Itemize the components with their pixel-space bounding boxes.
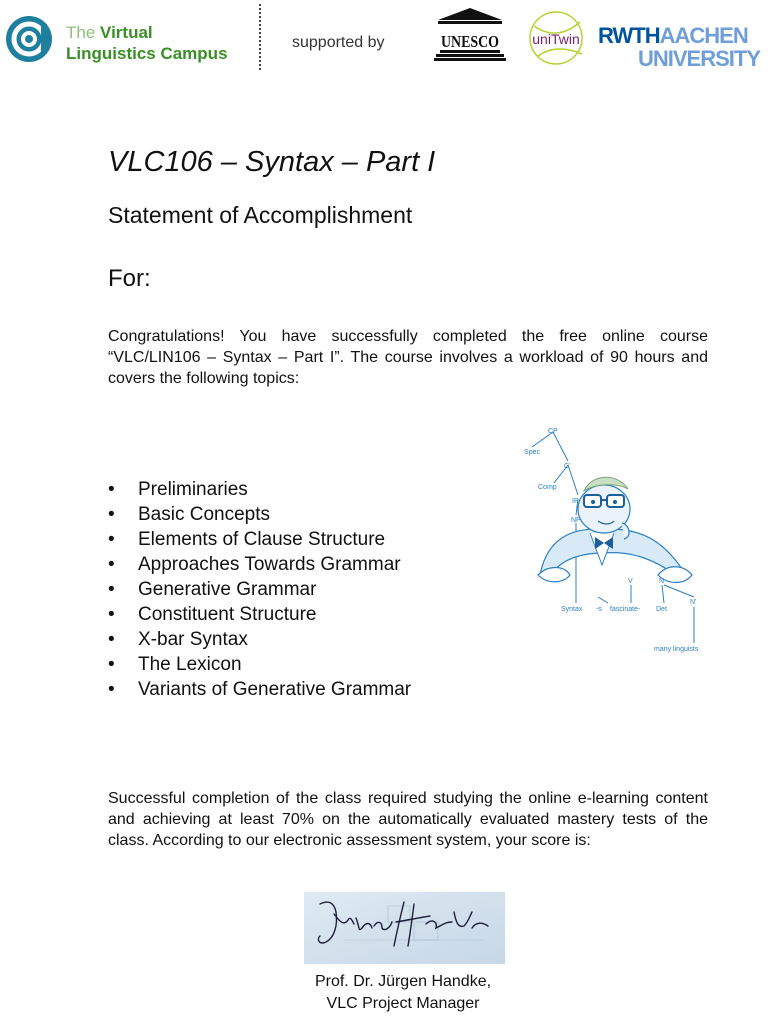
signature-image: [304, 892, 505, 964]
tree-node-label: NP: [571, 517, 581, 524]
unitwin-wordmark: uniTwin: [532, 31, 580, 47]
header-divider: [259, 4, 261, 70]
topic-item: • X-bar Syntax: [108, 627, 411, 652]
tree-leaf-label: Syntax: [561, 606, 583, 613]
signer-role: VLC Project Manager: [326, 995, 480, 1012]
topic-item: • Constituent Structure: [108, 602, 411, 627]
professor-mascot-icon: [538, 477, 692, 582]
tree-node-label: C': [564, 463, 571, 470]
certificate-subtitle: Statement of Accomplishment: [108, 202, 413, 228]
vlc-wordmark-the: The: [66, 23, 96, 42]
topic-item: • Elements of Clause Structure: [108, 527, 411, 552]
rwth-wordmark-line1: [598, 24, 748, 48]
topic-item: • Variants of Generative Grammar: [108, 677, 411, 702]
vlc-wordmark: [66, 22, 228, 64]
topic-item: • Approaches Towards Grammar: [108, 552, 411, 577]
topic-item: • Preliminaries: [108, 477, 411, 502]
signer-name: Prof. Dr. Jürgen Handke,: [314, 973, 492, 990]
tree-node-label: N': [690, 599, 697, 606]
tree-node-label: Comp: [538, 484, 557, 491]
unitwin-logo: [524, 6, 588, 70]
topic-item: • Basic Concepts: [108, 502, 411, 527]
vlc-wordmark-virtual: Virtual: [100, 23, 153, 42]
unesco-logo: [432, 6, 508, 70]
topic-item: • Generative Grammar: [108, 577, 411, 602]
for-label: For:: [108, 265, 151, 292]
tree-node-label: Spec: [524, 449, 540, 456]
topics-list: [108, 477, 411, 702]
tree-node-label: N: [659, 578, 665, 585]
intro-paragraph: Congratulations! You have successfully completed the free online course “VLC/LIN106 – Syntax – Part I”. The course involves a workload of 90 hours and covers the following topics:: [108, 328, 708, 387]
supported-by-label: supported by: [292, 34, 385, 51]
rwth-wordmark-university: UNIVERSITY: [638, 46, 761, 71]
unesco-wordmark: UNESCO: [441, 32, 499, 51]
topic-item: • The Lexicon: [108, 652, 411, 677]
rwth-wordmark-rwth: RWTH: [598, 23, 660, 48]
tree-leaf-label: -s: [596, 606, 602, 613]
tree-node-label: CP: [548, 428, 558, 435]
syntax-tree-illustration: [518, 425, 718, 660]
tree-leaf-label: many linguists: [654, 646, 699, 653]
vlc-wordmark-line2: Linguistics Campus: [66, 44, 228, 63]
tree-node-label: V: [628, 578, 633, 585]
tree-leaf-label: fascinate-: [610, 606, 641, 613]
vlc-logo: [4, 14, 54, 64]
tree-leaf-label: Det: [656, 606, 667, 613]
tree-node-label: IP: [572, 498, 579, 505]
signer-block: [278, 971, 528, 1015]
rwth-wordmark-aachen: AACHEN: [659, 23, 748, 48]
course-title: VLC106 – Syntax – Part I: [108, 146, 436, 178]
completion-paragraph: Successful completion of the class required studying the online e-learning content and achieving at least 70% on the automatically evaluated mastery tests of the class. According to our electronic assessment system, your score is:: [108, 790, 708, 849]
